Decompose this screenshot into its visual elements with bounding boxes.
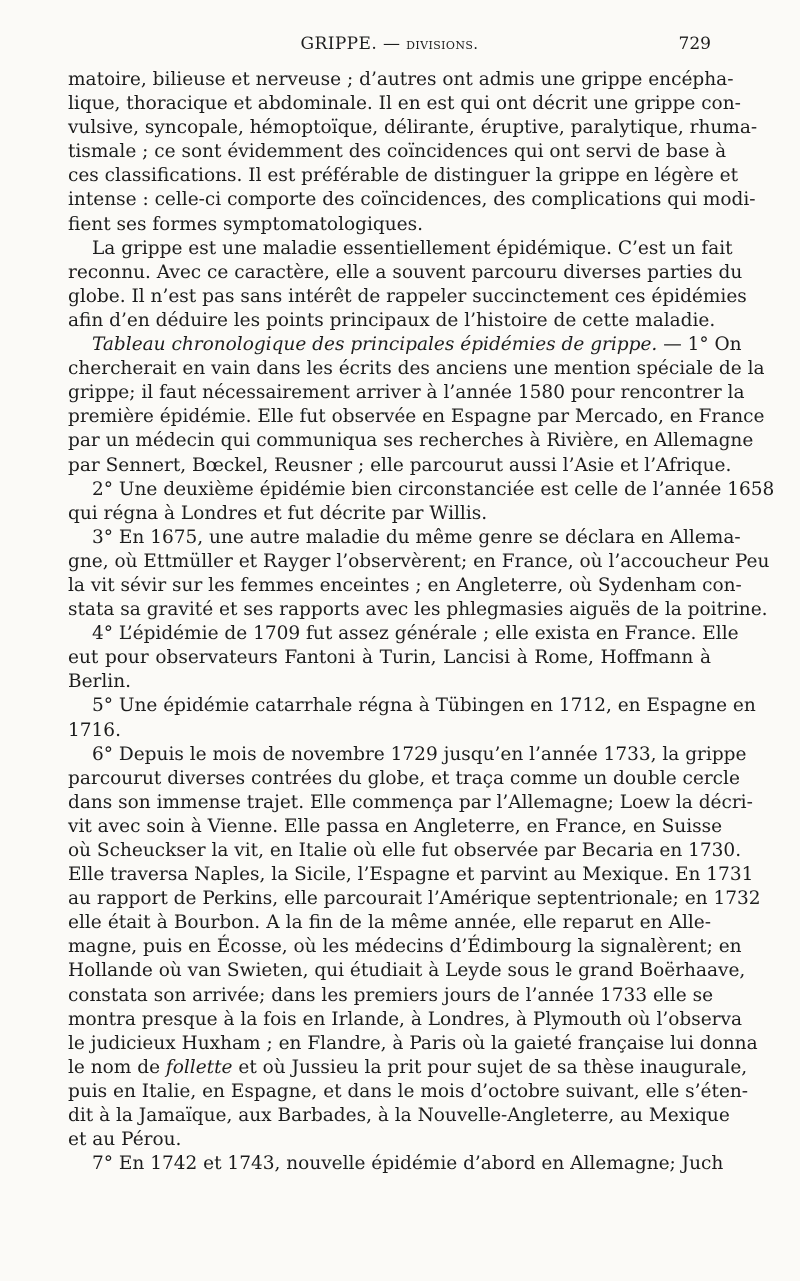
paragraph-start-line: 7° En 1742 et 1743, nouvelle épidémie d’abord en Allemagne; Juch [92, 1153, 724, 1175]
text-line: eut pour observateurs Fantoni à Turin, Lancisi à Rome, Hoffmann à [68, 647, 711, 669]
paragraph-start-line: 4° L’épidémie de 1709 fut assez générale ; elle exista en France. Elle [92, 623, 739, 645]
text-line: montra presque à la fois en Irlande, à Londres, à Plymouth où l’observa [68, 1008, 742, 1030]
page-header [68, 34, 711, 58]
text-line: au rapport de Perkins, elle parcourait l’Amérique septentrionale; en 1732 [68, 888, 761, 910]
section-heading: Tableau chronologique des principales épidémies de grippe. [92, 334, 658, 356]
text-line: Elle traversa Naples, la Sicile, l’Espagne et parvint au Mexique. En 1731 [68, 864, 754, 886]
text-line: où Scheuckser la vit, en Italie où elle fut observée par Becaria en 1730. [68, 840, 742, 861]
text-line: 1716. [68, 719, 121, 741]
text-line: dit à la Jamaïque, aux Barbades, à la Nouvelle-Angleterre, au Mexique [68, 1105, 730, 1127]
text-line: par Sennert, Bœckel, Reusner ; elle parcourut aussi l’Asie et l’Afrique. [68, 454, 732, 476]
text-line: ces classifications. Il est préférable de distinguer la grippe en légère et [68, 165, 739, 187]
text-line: dans son immense trajet. Elle commença par l’Allemagne; Loew la décri- [68, 791, 753, 813]
text-line: reconnu. Avec ce caractère, elle a souvent parcouru diverses parties du [68, 261, 743, 283]
text-line: constata son arrivée; dans les premiers jours de l’année 1733 elle se [68, 984, 714, 1006]
text-line: par un médecin qui communiqua ses recherches à Rivière, en Allemagne [68, 430, 754, 452]
text-line: chercherait en vain dans les écrits des anciens une mention spéciale de la [68, 358, 765, 380]
text-line: lique, thoracique et abdominale. Il en est qui ont décrit une grippe con- [68, 93, 741, 115]
italic-term: follette [165, 1056, 233, 1078]
text-line: magne, puis en Écosse, où les médecins d’Édimbourg la signalèrent; en [68, 936, 742, 958]
text-line: afin d’en déduire les points principaux de l’histoire de cette maladie. [68, 309, 716, 331]
body-text [68, 68, 775, 1176]
text-line: grippe; il faut nécessairement arriver à l’année 1580 pour rencontrer la [68, 382, 745, 404]
text-line: qui régna à Londres et fut décrite par Willis. [68, 502, 488, 524]
paragraph-start-line: La grippe est une maladie essentiellement épidémique. C’est un fait [92, 237, 733, 259]
text-line: vit avec soin à Vienne. Elle passa en Angleterre, en France, en Suisse [68, 815, 723, 837]
text-line: globe. Il n’est pas sans intérêt de rappeler succinctement ces épidémies [68, 285, 747, 307]
text-line: puis en Italie, en Espagne, et dans le mois d’octobre suivant, elle s’éten- [68, 1080, 749, 1102]
paragraph-start-line: 6° Depuis le mois de novembre 1729 jusqu’en l’année 1733, la grippe [92, 743, 747, 765]
paragraph-start-line: 5° Une épidémie catarrhale régna à Tübingen en 1712, en Espagne en [92, 695, 756, 717]
text-line: stata sa gravité et ses rapports avec les phlegmasies aiguës de la poitrine. [68, 599, 768, 621]
text-line: matoire, bilieuse et nerveuse ; d’autres ont admis une grippe encépha- [68, 69, 734, 90]
text-line: première épidémie. Elle fut observée en Espagne par Mercado, en France [68, 406, 765, 428]
text-line: intense : celle-ci comporte des coïncidences, des complications qui modi- [68, 189, 756, 211]
page-number: 729 [678, 34, 711, 54]
text-line: elle était à Bourbon. A la fin de la même année, elle reparut en Alle- [68, 912, 711, 934]
text-line: et au Pérou. [68, 1129, 182, 1151]
paragraph-start-line: 2° Une deuxième épidémie bien circonstanciée est celle de l’année 1658 [92, 478, 775, 500]
paragraph-start-line: 3° En 1675, une autre maladie du même genre se déclara en Allema- [92, 526, 741, 548]
section-heading-line: Tableau chronologique des principales épidémies de grippe. — 1° On [92, 334, 742, 356]
text-line: la vit sévir sur les femmes enceintes ; en Angleterre, où Sydenham con- [68, 574, 742, 596]
running-title: GRIPPE. — divisions. [300, 34, 479, 54]
text-line: Hollande où van Swieten, qui étudiait à Leyde sous le grand Boërhaave, [68, 960, 746, 982]
text-line: gne, où Ettmüller et Rayger l’observèrent; en France, où l’accoucheur Peu [68, 550, 770, 572]
text-line: le nom de follette et où Jussieu la prit pour sujet de sa thèse inaugurale, [68, 1056, 748, 1078]
text-line: Berlin. [68, 671, 132, 693]
text-line: vulsive, syncopale, hémoptoïque, délirante, éruptive, paralytique, rhuma- [68, 117, 758, 139]
text-line: tismale ; ce sont évidemment des coïncidences qui ont servi de base à [68, 141, 727, 163]
text-line: le judicieux Huxham ; en Flandre, à Paris où la gaieté française lui donna [68, 1032, 758, 1054]
text-line: fient ses formes symptomatologiques. [68, 213, 423, 235]
text-line: parcourut diverses contrées du globe, et traça comme un double cercle [68, 767, 740, 789]
